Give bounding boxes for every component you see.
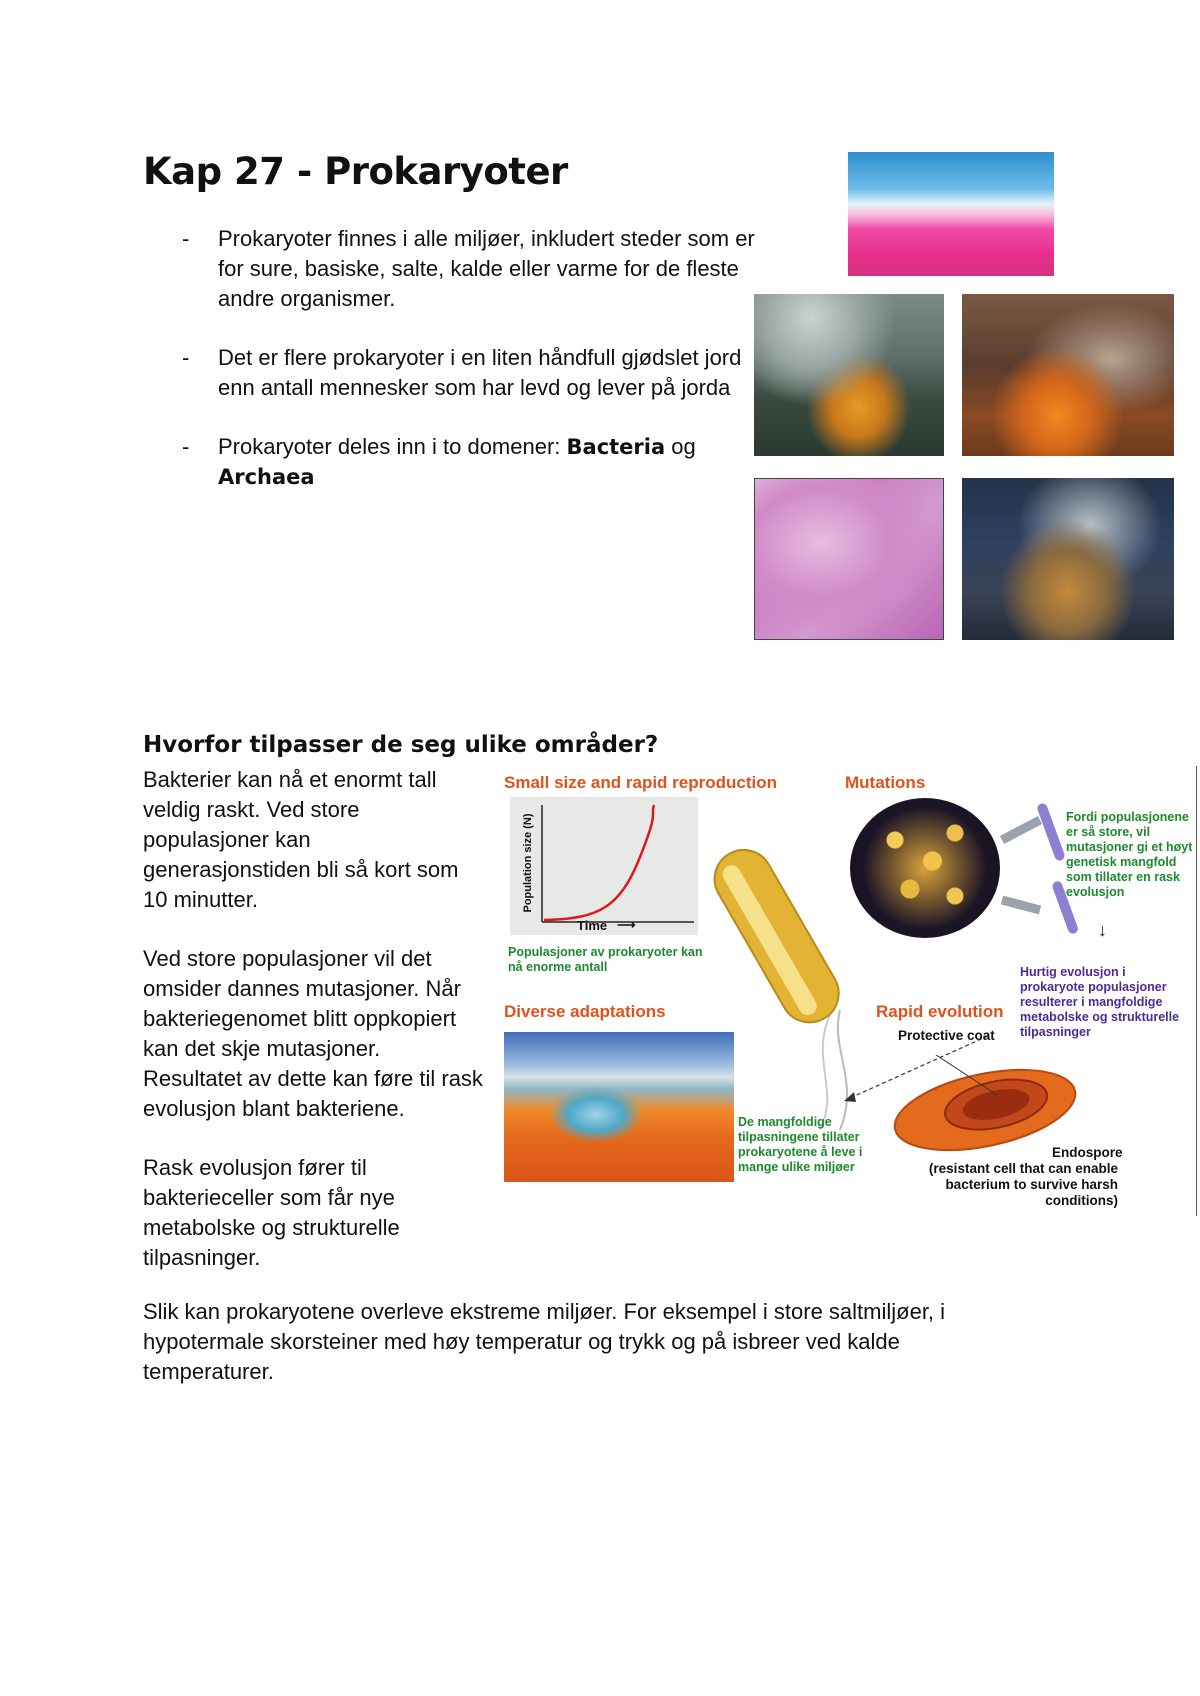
growth-graph xyxy=(510,797,698,935)
photo-pink-microbes xyxy=(754,478,944,640)
bullet-text: Prokaryoter finnes i alle miljøer, inkludert steder som er for sure, basiske, salte, kalde eller varme for de fleste andre organismer. xyxy=(218,226,755,311)
paragraph: Rask evolusjon fører til bakterieceller som får nye metabolske og strukturelle tilpasninger. xyxy=(143,1155,400,1270)
bullet-dash: - xyxy=(182,345,190,370)
paragraph: Ved store populasjoner vil det omsider dannes mutasjoner. Når bakteriegenomet blitt oppkopiert kan det skje mutasjoner. Resultatet av dette kan føre til rask evolusjon blant bakteriene. xyxy=(143,946,483,1121)
graph-x-label: Time xyxy=(577,918,608,933)
bullet-item xyxy=(170,343,760,403)
graph-x-arrow: ⟶ xyxy=(617,917,636,932)
photo-pink-salt-lake xyxy=(848,152,1054,276)
endospore-description: (resistant cell that can enable bacterium to survive harsh conditions) xyxy=(928,1161,1118,1208)
page-title: Kap 27 - Prokaryoter xyxy=(143,150,568,193)
bullet-text: Det er flere prokaryoter i en liten håndfull gjødslet jord enn antall mennesker som har levd og lever på jorda xyxy=(218,345,742,400)
bacteria-term: Bacteria xyxy=(566,435,666,459)
colony-image xyxy=(850,798,1000,938)
protective-coat-label: Protective coat xyxy=(898,1028,995,1043)
conclusion-paragraph: Slik kan prokaryotene overleve ekstreme miljøer. For eksempel i store saltmiljøer, i hypotermale skorsteiner med høy temperatur og trykk og på isbreer ved kalde temperaturer. xyxy=(143,1299,946,1384)
bullet-text: Prokaryoter deles inn i to domener: xyxy=(218,434,567,459)
bullet-dash: - xyxy=(182,434,190,459)
photo-hydrothermal-vent xyxy=(962,478,1174,640)
figure-heading-rapid-evolution: Rapid evolution xyxy=(876,1002,1004,1021)
adaptations-note: De mangfoldige tilpasningene tillater prokaryotene å leve i mange ulike miljøer xyxy=(738,1115,863,1174)
bullet-item xyxy=(170,432,760,492)
bullet-text-connector: og xyxy=(665,434,696,459)
figure-heading-diverse: Diverse adaptations xyxy=(504,1002,666,1021)
figure-heading-small-size: Small size and rapid reproduction xyxy=(504,773,777,792)
figure-border-right xyxy=(1196,766,1197,1216)
hot-spring-image xyxy=(504,1032,734,1182)
rapid-evolution-note: Hurtig evolusjon i prokaryote populasjoner resulterer i mangfoldige metabolske og strukturelle tilpasninger xyxy=(1020,965,1180,1039)
archaea-term: Archaea xyxy=(218,465,315,489)
population-note: Populasjoner av prokaryoter kan nå enorme antall xyxy=(508,945,703,974)
evolution-figure xyxy=(500,770,1200,1220)
figure-heading-mutations: Mutations xyxy=(845,773,926,792)
photo-acid-stream xyxy=(962,294,1174,456)
down-arrow: ↓ xyxy=(1098,920,1107,940)
bullet-dash: - xyxy=(182,226,190,251)
growth-curve xyxy=(510,797,698,935)
bullet-list xyxy=(170,224,760,521)
graph-y-label: Population size (N) xyxy=(522,813,534,913)
photo-geothermal-pools xyxy=(754,294,944,456)
bullet-item xyxy=(170,224,760,314)
paragraph: Bakterier kan nå et enormt tall veldig raskt. Ved store populasjoner kan generasjonstiden bli så kort som 10 minutter. xyxy=(143,767,459,912)
mutation-note: Fordi populasjonene er så store, vil mutasjoner gi et høyt genetisk mangfold som tillater en rask evolusjon xyxy=(1066,810,1193,899)
section-heading: Hvorfor tilpasser de seg ulike områder? xyxy=(143,732,659,758)
endospore-title: Endospore xyxy=(1052,1145,1123,1160)
explanation-column xyxy=(143,765,483,1302)
